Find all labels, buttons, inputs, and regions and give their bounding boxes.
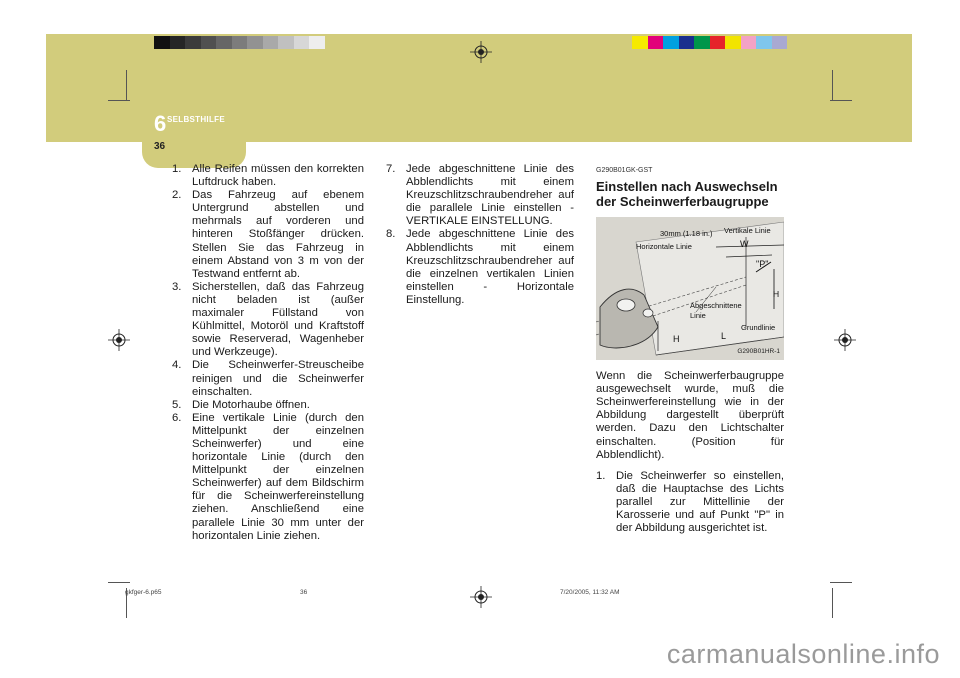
section-heading: Einstellen nach Auswechseln der Scheinwerferbaugruppe <box>596 179 778 210</box>
list-item <box>172 399 364 412</box>
list-item <box>172 281 364 360</box>
body-paragraph: Wenn die Scheinwerferbaugruppe ausgewechselt wurde, muß die Scheinwerfereinstellung wie in der Abbildung dargestellt überprüft werden. Dazu den Lichtschalter einschalten. (Position für Abblendlicht). <box>596 370 784 461</box>
grayscale-calibration-bar <box>154 36 325 49</box>
list-item-number: 7. <box>386 163 396 175</box>
list-item <box>172 412 364 543</box>
color-swatch <box>201 36 217 49</box>
list-item-text: Die Scheinwerfer so einstellen, daß die Hauptachse des Lichts parallel zur Mittellinie der Karosserie und auf Punkt "P" in der Abbildung ausgerichtet ist. <box>616 469 784 535</box>
color-swatch <box>756 36 772 49</box>
registration-mark-icon <box>108 329 130 351</box>
figure-label-cutoff: Abgeschnittene <box>690 301 742 311</box>
figure-label-vertical-line: Vertikale Linie <box>724 226 771 236</box>
figure-label-baseline: Grundlinie <box>741 323 776 333</box>
color-swatch <box>247 36 263 49</box>
crop-mark <box>108 100 130 101</box>
list-item <box>172 163 364 189</box>
color-swatch <box>694 36 710 49</box>
color-calibration-bar <box>632 36 787 49</box>
instructions-column-left <box>172 163 364 543</box>
watermark: carmanualsonline.info <box>666 639 940 669</box>
color-swatch <box>725 36 741 49</box>
color-swatch <box>710 36 726 49</box>
list-item-number: 4. <box>172 359 182 372</box>
crop-mark <box>832 588 833 618</box>
footer-timestamp: 7/20/2005, 11:32 AM <box>560 589 620 596</box>
figure-label-p: "P" <box>756 259 769 270</box>
list-item <box>386 228 574 307</box>
figure-label-30mm: 30mm (1.18 in.) <box>660 229 713 239</box>
color-swatch <box>294 36 310 49</box>
list-item-text: Die Motorhaube öffnen. <box>192 398 310 411</box>
list-item <box>172 189 364 281</box>
color-swatch <box>263 36 279 49</box>
list-item <box>172 359 364 398</box>
list-item-number: 3. <box>172 280 182 293</box>
chapter-title: SELBSTHILFE <box>167 115 225 124</box>
list-item <box>386 163 574 228</box>
footer-page: 36 <box>300 589 308 596</box>
crop-mark <box>108 582 130 583</box>
section-code: G290B01GK-GST <box>596 167 653 174</box>
instruction-list <box>386 163 574 307</box>
color-swatch <box>309 36 325 49</box>
figure-label-w: W <box>740 239 749 250</box>
color-swatch <box>663 36 679 49</box>
color-swatch <box>632 36 648 49</box>
list-item-text: Sicherstellen, daß das Fahrzeug nicht beladen ist (außer maximaler Füllstand von Kühlmittel, Motoröl und Kraftstoff sowie Reserverad, Wagenheber und Werkzeuge). <box>192 280 364 359</box>
instruction-list <box>172 163 364 543</box>
registration-mark-icon <box>834 329 856 351</box>
color-swatch <box>648 36 664 49</box>
instructions-column-middle <box>386 163 574 307</box>
list-item-text: Alle Reifen müssen den korrekten Luftdruck haben. <box>192 163 364 189</box>
registration-mark-icon <box>470 41 492 63</box>
figure-label-cutoff-line: Linie <box>690 311 706 321</box>
color-swatch <box>216 36 232 49</box>
crop-mark <box>830 582 852 583</box>
color-swatch <box>679 36 695 49</box>
figure-label-horizontal-line: Horizontale Linie <box>636 242 692 252</box>
color-swatch <box>232 36 248 49</box>
instruction-list <box>596 470 784 535</box>
crop-mark <box>832 70 833 100</box>
list-item-number: 2. <box>172 189 182 202</box>
list-item-text: Das Fahrzeug auf ebenem Untergrund abstellen und mehrmals auf vorderen und hinteren Stoßfänger drücken. Stellen Sie das Fahrzeug in einem Abstand von 3 m von der Testwand entfernt ab. <box>192 189 364 280</box>
page-number: 36 <box>154 141 166 152</box>
color-swatch <box>154 36 170 49</box>
color-swatch <box>185 36 201 49</box>
color-swatch <box>741 36 757 49</box>
figure-label-h-right: H <box>773 289 780 300</box>
list-item-number: 6. <box>172 411 182 424</box>
list-item-number: 8. <box>386 228 396 241</box>
figure-label-l: L <box>721 331 727 342</box>
list-item-number: 1. <box>596 469 606 482</box>
crop-mark <box>830 100 852 101</box>
chapter-number: 6 <box>154 111 167 136</box>
figure-label-h-left: H <box>673 334 680 345</box>
list-item-text: Jede abgeschnittene Linie des Abblendlichts mit einem Kreuzschlitzschraubendreher auf die parallele Linie einstellen - VERTIKALE EINSTELLUNG. <box>406 163 574 228</box>
instructions-column-right <box>596 164 784 535</box>
footer-filename: gkfger-6.p65 <box>125 589 162 596</box>
headlight-aiming-figure <box>596 217 784 360</box>
color-swatch <box>278 36 294 49</box>
registration-mark-icon <box>470 586 492 608</box>
color-swatch <box>170 36 186 49</box>
list-item-text: Eine vertikale Linie (durch den Mittelpunkt der einzelnen Scheinwerfer) und eine horizontale Linie (durch den Mittelpunkt der einzelnen Scheinwerfer) auf dem Bildschirm für die Scheinwerfereinstellung ziehen. Anschließend eine parallele Linie 30 mm unter der horizontalen Linie ziehen. <box>192 411 364 542</box>
list-item <box>596 470 784 535</box>
list-item-text: Die Scheinwerfer-Streuscheibe reinigen und die Scheinwerfer einschalten. <box>192 359 364 398</box>
figure-code: G290B01HR-1 <box>737 348 780 355</box>
crop-mark <box>126 70 127 100</box>
list-item-text: Jede abgeschnittene Linie des Abblendlichts mit einem Kreuzschlitzschraubendreher auf die einzelnen vertikalen Linien einstellen - Horizontale Einstellung. <box>406 228 574 306</box>
list-item-number: 5. <box>172 398 182 411</box>
color-swatch <box>772 36 788 49</box>
list-item-number: 1. <box>172 163 182 175</box>
